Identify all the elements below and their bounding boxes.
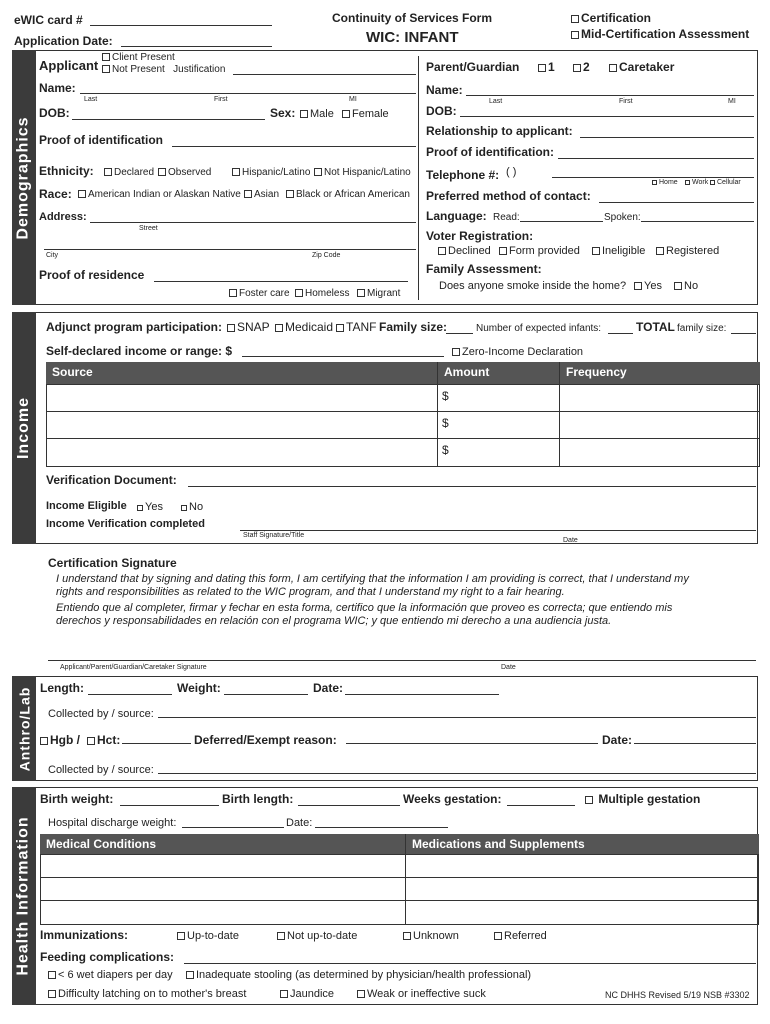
collected-by-field-2[interactable] <box>158 773 756 774</box>
deferred-label: Deferred/Exempt reason: <box>194 733 337 747</box>
declared-option[interactable] <box>104 167 154 179</box>
staff-signature-field[interactable] <box>240 530 756 531</box>
eligible-yes-checkbox[interactable] <box>137 505 143 511</box>
weak-suck-label: Weak or ineffective suck <box>367 988 486 1000</box>
family-assessment-label: Family Assessment: <box>426 262 542 276</box>
medical-condition-1[interactable] <box>40 854 406 878</box>
verification-completed-label: Income Verification completed <box>46 518 205 530</box>
male-option[interactable] <box>300 108 334 121</box>
american-indian-label: American Indian or Alaskan Native <box>88 189 241 200</box>
self-declared-label: Self-declared income or range: $ <box>46 344 233 358</box>
medical-condition-2[interactable] <box>40 877 406 901</box>
income-amount-2[interactable] <box>437 411 560 439</box>
applicant-first-caption: First <box>214 96 228 103</box>
zero-income-option[interactable] <box>452 346 583 359</box>
anthro-heading: Anthro/Lab <box>16 686 32 771</box>
zip-caption: Zip Code <box>312 252 341 259</box>
not-hispanic-label: Not Hispanic/Latino <box>324 167 411 178</box>
unknown-label: Unknown <box>413 930 459 942</box>
spanish-statement: Entiendo que al completer, firmar y fechar en esta forma, certifico que la información que proveo es correcta; que entiendo mis derechos y responsabilidades en relación con el programa WIC; y que entiendo mi derecho a una audiencia justa. <box>56 602 673 627</box>
declared-checkbox[interactable] <box>104 168 112 176</box>
smoke-yes-checkbox[interactable] <box>634 282 642 290</box>
guardian-2-option[interactable] <box>573 61 590 75</box>
mid-cert-checkbox[interactable] <box>571 31 579 39</box>
referred-option[interactable] <box>494 930 547 943</box>
application-date-field[interactable] <box>121 46 272 47</box>
migrant-label: Migrant <box>367 288 401 299</box>
anthro-sidebar <box>12 676 36 781</box>
black-checkbox[interactable] <box>286 190 294 198</box>
hgb-date-label: Date: <box>602 733 633 747</box>
smoke-no-checkbox[interactable] <box>674 282 682 290</box>
hgb-label: Hgb / <box>50 733 80 747</box>
adjunct-row <box>46 321 229 335</box>
demographics-divider <box>418 56 419 300</box>
observed-label: Observed <box>168 167 212 178</box>
guardian-1-label: 1 <box>548 60 555 74</box>
voter-declined-checkbox[interactable] <box>438 247 446 255</box>
birth-weight-label: Birth weight: <box>40 792 114 806</box>
inadequate-stooling-checkbox[interactable] <box>186 971 194 979</box>
smoke-question: Does anyone smoke inside the home? <box>439 280 627 292</box>
income-heading: Income <box>15 396 33 460</box>
certification-label: Certification <box>581 11 652 25</box>
medications-header: Medications and Supplements <box>405 834 759 855</box>
unknown-option[interactable] <box>403 930 459 943</box>
up-to-date-label: Up-to-date <box>187 930 239 942</box>
guardian-dob-label: DOB: <box>426 104 457 118</box>
read-label: Read: <box>493 212 520 223</box>
applicant-name-field[interactable] <box>80 93 416 94</box>
american-indian-option[interactable] <box>78 189 241 201</box>
weak-suck-checkbox[interactable] <box>357 990 365 998</box>
guardian-2-checkbox[interactable] <box>573 64 581 72</box>
signature-date-caption: Date <box>501 664 516 671</box>
hispanic-checkbox[interactable] <box>232 168 240 176</box>
migrant-checkbox[interactable] <box>357 289 365 297</box>
migrant-option[interactable] <box>357 288 400 300</box>
verification-doc-field[interactable] <box>188 486 756 487</box>
asian-option[interactable] <box>244 189 279 201</box>
application-date-label: Application Date: <box>14 34 113 48</box>
form-provided-checkbox[interactable] <box>499 247 507 255</box>
hispanic-option[interactable] <box>232 167 310 179</box>
medicaid-option[interactable] <box>275 321 333 335</box>
guardian-2-label: 2 <box>583 60 590 74</box>
amount-header: Amount <box>437 362 559 384</box>
demographics-heading: Demographics <box>15 115 33 240</box>
snap-checkbox[interactable] <box>227 324 235 332</box>
client-present-option[interactable] <box>102 52 175 64</box>
tanf-option[interactable] <box>336 321 376 335</box>
hgb-date-field[interactable] <box>634 743 756 744</box>
work-label: Work <box>692 179 709 186</box>
hct-label: Hct: <box>97 733 121 747</box>
not-up-to-date-label: Not up-to-date <box>287 930 358 942</box>
collected-by-label: Collected by / source: <box>48 708 154 720</box>
hispanic-label: Hispanic/Latino <box>242 167 311 178</box>
medication-2[interactable] <box>405 877 759 901</box>
jaundice-label: Jaundice <box>290 988 335 1000</box>
total-family-field[interactable] <box>731 333 756 334</box>
telephone-field[interactable] <box>552 177 754 178</box>
source-header: Source <box>46 362 437 384</box>
referred-checkbox[interactable] <box>494 932 502 940</box>
eligible-no-label: No <box>189 501 204 513</box>
feeding-label: Feeding complications: <box>40 950 175 964</box>
caretaker-option[interactable] <box>609 61 674 75</box>
guardian-proof-id-label: Proof of identification: <box>426 145 554 159</box>
language-label: Language: <box>426 209 487 223</box>
applicant-label: Applicant <box>39 58 99 73</box>
cellular-label: Cellular <box>717 179 741 186</box>
relationship-field[interactable] <box>580 137 754 138</box>
female-option[interactable] <box>342 108 389 121</box>
address-label: Address: <box>39 211 87 223</box>
expected-infants-label: Number of expected infants: <box>476 323 602 334</box>
immunizations-label: Immunizations: <box>40 928 129 942</box>
inadequate-stooling-option[interactable] <box>186 969 531 982</box>
ewic-card-field[interactable] <box>90 25 272 26</box>
dollar-sign: $ <box>442 443 449 457</box>
tanf-checkbox[interactable] <box>336 324 344 332</box>
guardian-last-caption: Last <box>489 98 503 105</box>
up-to-date-option[interactable] <box>177 930 239 943</box>
weak-suck-option[interactable] <box>357 988 486 1001</box>
certification-signature-title: Certification Signature <box>48 556 177 570</box>
proof-residence-field[interactable] <box>154 281 408 282</box>
up-to-date-checkbox[interactable] <box>177 932 185 940</box>
jaundice-checkbox[interactable] <box>280 990 288 998</box>
dollar-sign: $ <box>442 389 449 403</box>
guardian-dob-field[interactable] <box>460 116 754 117</box>
ewic-card-label: eWIC card # <box>14 13 83 27</box>
applicant-dob-field[interactable] <box>72 119 265 120</box>
guardian-1-checkbox[interactable] <box>538 64 546 72</box>
eligible-no-checkbox[interactable] <box>181 505 187 511</box>
wet-diapers-option[interactable] <box>48 969 173 982</box>
not-hispanic-option[interactable] <box>314 167 411 179</box>
income-amount-1[interactable] <box>437 384 560 412</box>
hgb-checkbox[interactable] <box>40 737 48 745</box>
hospital-date-field[interactable] <box>315 827 448 828</box>
weight-label: Weight: <box>177 681 221 695</box>
income-frequency-2[interactable] <box>559 411 760 439</box>
signature-caption: Applicant/Parent/Guardian/Caretaker Signature <box>60 664 207 671</box>
ineligible-label: Ineligible <box>602 245 646 257</box>
spoken-language-field[interactable] <box>641 221 754 222</box>
registered-checkbox[interactable] <box>656 247 664 255</box>
asian-label: Asian <box>254 189 280 200</box>
income-amount-3[interactable] <box>437 438 560 467</box>
hgb-hct-field[interactable] <box>122 743 191 744</box>
caretaker-label: Caretaker <box>619 60 675 74</box>
registered-label: Registered <box>666 245 720 257</box>
snap-option[interactable] <box>227 321 270 335</box>
total-label: TOTAL <box>636 320 675 334</box>
female-label: Female <box>352 108 389 120</box>
medicaid-checkbox[interactable] <box>275 324 283 332</box>
form-title: Continuity of Services Form <box>332 11 493 25</box>
jaundice-option[interactable] <box>280 988 334 1001</box>
smoke-yes-label: Yes <box>644 280 662 292</box>
expected-infants-field[interactable] <box>608 333 633 334</box>
male-label: Male <box>310 108 334 120</box>
birth-length-field[interactable] <box>298 805 400 806</box>
telephone-label: Telephone #: <box>426 168 500 182</box>
medication-1[interactable] <box>405 854 759 878</box>
read-language-field[interactable] <box>520 221 603 222</box>
weight-field[interactable] <box>224 694 308 695</box>
not-up-to-date-option[interactable] <box>277 930 357 943</box>
total-family-label: family size: <box>677 323 727 334</box>
income-source-1[interactable] <box>46 384 438 412</box>
income-source-3[interactable] <box>46 438 438 467</box>
asian-checkbox[interactable] <box>244 190 252 198</box>
applicant-proof-id-label: Proof of identification <box>39 133 163 147</box>
sex-label: Sex: <box>270 106 296 120</box>
birth-weight-field[interactable] <box>120 805 219 806</box>
zero-income-label: Zero-Income Declaration <box>462 346 584 358</box>
latching-option[interactable] <box>48 988 246 1001</box>
foster-care-checkbox[interactable] <box>229 289 237 297</box>
guardian-name-field[interactable] <box>466 95 754 96</box>
birth-length-label: Birth length: <box>222 792 294 806</box>
male-checkbox[interactable] <box>300 110 308 118</box>
home-label: Home <box>659 179 678 186</box>
not-up-to-date-checkbox[interactable] <box>277 932 285 940</box>
weeks-gestation-field[interactable] <box>507 805 575 806</box>
contact-method-label: Preferred method of contact: <box>426 189 591 203</box>
multiple-gestation-option[interactable] <box>585 793 700 807</box>
registered-option[interactable] <box>656 245 719 258</box>
latching-label: Difficulty latching on to mother's breast <box>58 988 247 1000</box>
street-field[interactable] <box>90 222 416 223</box>
family-size-field[interactable] <box>446 333 473 334</box>
voter-registration-label: Voter Registration: <box>426 229 534 243</box>
guardian-name-label: Name: <box>426 83 463 97</box>
cellular-option[interactable] <box>710 179 741 187</box>
anthro-date-field[interactable] <box>345 694 499 695</box>
home-checkbox[interactable] <box>652 180 657 185</box>
not-present-option[interactable] <box>102 64 225 76</box>
not-hispanic-checkbox[interactable] <box>314 168 322 176</box>
proof-residence-label: Proof of residence <box>39 268 145 282</box>
foster-care-label: Foster care <box>239 288 290 299</box>
city-zip-field[interactable] <box>44 249 416 250</box>
certification-checkbox[interactable] <box>571 15 579 23</box>
work-option[interactable] <box>685 179 708 187</box>
self-declared-field[interactable] <box>242 356 444 357</box>
american-indian-checkbox[interactable] <box>78 190 86 198</box>
mid-certification-option[interactable] <box>571 28 749 42</box>
dollar-sign: $ <box>442 416 449 430</box>
voter-declined-label: Declined <box>448 245 491 257</box>
caretaker-checkbox[interactable] <box>609 64 617 72</box>
form-provided-option[interactable] <box>499 245 580 258</box>
declared-label: Declared <box>114 167 155 178</box>
applicant-mi-caption: MI <box>349 96 357 103</box>
staff-date-caption: Date <box>563 537 578 544</box>
wet-diapers-checkbox[interactable] <box>48 971 56 979</box>
guardian-mi-caption: MI <box>728 98 736 105</box>
hospital-weight-label: Hospital discharge weight: <box>48 817 177 829</box>
eligible-no-option[interactable] <box>181 501 203 514</box>
staff-signature-caption: Staff Signature/Title <box>243 532 305 539</box>
applicant-signature-field[interactable] <box>48 660 756 661</box>
anthro-date-label: Date: <box>313 681 344 695</box>
justification-label: Justification <box>173 64 226 75</box>
applicant-last-caption: Last <box>84 96 98 103</box>
smoke-yes-option[interactable] <box>634 280 662 293</box>
length-field[interactable] <box>88 694 172 695</box>
hgb-option[interactable] <box>40 734 80 748</box>
medical-conditions-header: Medical Conditions <box>40 834 405 855</box>
footer-revision: NC DHHS Revised 5/19 NSB #3302 <box>605 990 750 1000</box>
inadequate-stooling-label: Inadequate stooling (as determined by physician/health professional) <box>196 969 532 981</box>
homeless-label: Homeless <box>305 288 350 299</box>
hospital-date-label: Date: <box>286 817 313 829</box>
cellular-checkbox[interactable] <box>710 180 715 185</box>
medical-condition-3[interactable] <box>40 900 406 925</box>
deferred-field[interactable] <box>346 743 598 744</box>
income-eligible-label: Income Eligible <box>46 500 127 512</box>
female-checkbox[interactable] <box>342 110 350 118</box>
weeks-gestation-label: Weeks gestation: <box>403 792 502 806</box>
certification-option[interactable] <box>571 12 651 26</box>
ineligible-checkbox[interactable] <box>592 247 600 255</box>
client-present-checkbox[interactable] <box>102 53 110 61</box>
family-size-label: Family size: <box>379 320 448 334</box>
guardian-1-option[interactable] <box>538 61 555 75</box>
zero-income-checkbox[interactable] <box>452 348 460 356</box>
hct-option[interactable] <box>87 734 120 748</box>
income-frequency-3[interactable] <box>559 438 760 467</box>
spoken-label: Spoken: <box>604 212 641 223</box>
work-checkbox[interactable] <box>685 180 690 185</box>
referred-label: Referred <box>504 930 547 942</box>
foster-care-option[interactable] <box>229 288 290 300</box>
ineligible-option[interactable] <box>592 245 645 258</box>
black-option[interactable] <box>286 189 410 201</box>
guardian-label: Parent/Guardian <box>426 60 520 74</box>
tanf-label: TANF <box>346 320 377 334</box>
collected-by-label-2: Collected by / source: <box>48 764 154 776</box>
black-label: Black or African American <box>296 189 410 200</box>
home-option[interactable] <box>652 179 678 187</box>
feeding-field[interactable] <box>184 963 756 964</box>
hospital-weight-field[interactable] <box>182 827 284 828</box>
medicaid-label: Medicaid <box>285 320 334 334</box>
income-sidebar <box>12 312 36 544</box>
observed-option[interactable] <box>158 167 211 179</box>
not-present-checkbox[interactable] <box>102 65 110 73</box>
adjunct-label: Adjunct program participation: <box>46 320 223 334</box>
english-statement: I understand that by signing and dating this form, I am certifying that the information I am providing is correct, that I understand my rights and responsibilities as related to the WIC program, and that I understand my right to a fair hearing. <box>56 573 689 598</box>
street-caption: Street <box>139 225 158 232</box>
client-present-label: Client Present <box>112 52 175 63</box>
applicant-dob-label: DOB: <box>39 106 70 120</box>
ethnicity-label: Ethnicity: <box>39 164 94 178</box>
voter-declined-option[interactable] <box>438 245 491 258</box>
wet-diapers-label: < 6 wet diapers per day <box>58 969 173 981</box>
guardian-first-caption: First <box>619 98 633 105</box>
verification-doc-label: Verification Document: <box>46 473 177 487</box>
race-label: Race: <box>39 187 72 201</box>
justification-field[interactable] <box>233 74 416 75</box>
applicant-name-label: Name: <box>39 81 76 95</box>
city-caption: City <box>46 252 59 259</box>
eligible-yes-option[interactable] <box>137 501 163 514</box>
smoke-no-option[interactable] <box>674 280 698 293</box>
collected-by-field[interactable] <box>158 717 756 718</box>
latching-checkbox[interactable] <box>48 990 56 998</box>
health-heading: Health Information <box>15 816 32 976</box>
applicant-proof-id-field[interactable] <box>172 146 416 147</box>
demographics-sidebar <box>12 50 36 305</box>
medication-3[interactable] <box>405 900 759 925</box>
not-present-label: Not Present <box>112 64 165 75</box>
unknown-checkbox[interactable] <box>403 932 411 940</box>
observed-checkbox[interactable] <box>158 168 166 176</box>
health-sidebar <box>12 787 36 1005</box>
frequency-header: Frequency <box>559 362 760 384</box>
guardian-proof-id-field[interactable] <box>558 158 754 159</box>
homeless-checkbox[interactable] <box>295 289 303 297</box>
smoke-no-label: No <box>684 280 699 292</box>
form-subtitle: WIC: INFANT <box>366 29 459 46</box>
length-label: Length: <box>40 681 84 695</box>
multiple-gestation-checkbox[interactable] <box>585 796 593 804</box>
mid-cert-label: Mid-Certification Assessment <box>581 27 750 41</box>
snap-label: SNAP <box>237 320 270 334</box>
area-code-field[interactable]: ( ) <box>506 166 517 178</box>
hct-checkbox[interactable] <box>87 737 95 745</box>
form-provided-label: Form provided <box>509 245 580 257</box>
eligible-yes-label: Yes <box>145 501 163 513</box>
homeless-option[interactable] <box>295 288 349 300</box>
multiple-gestation-label: Multiple gestation <box>598 792 701 806</box>
income-frequency-1[interactable] <box>559 384 760 412</box>
contact-method-field[interactable] <box>599 202 754 203</box>
relationship-label: Relationship to applicant: <box>426 124 573 138</box>
income-source-2[interactable] <box>46 411 438 439</box>
